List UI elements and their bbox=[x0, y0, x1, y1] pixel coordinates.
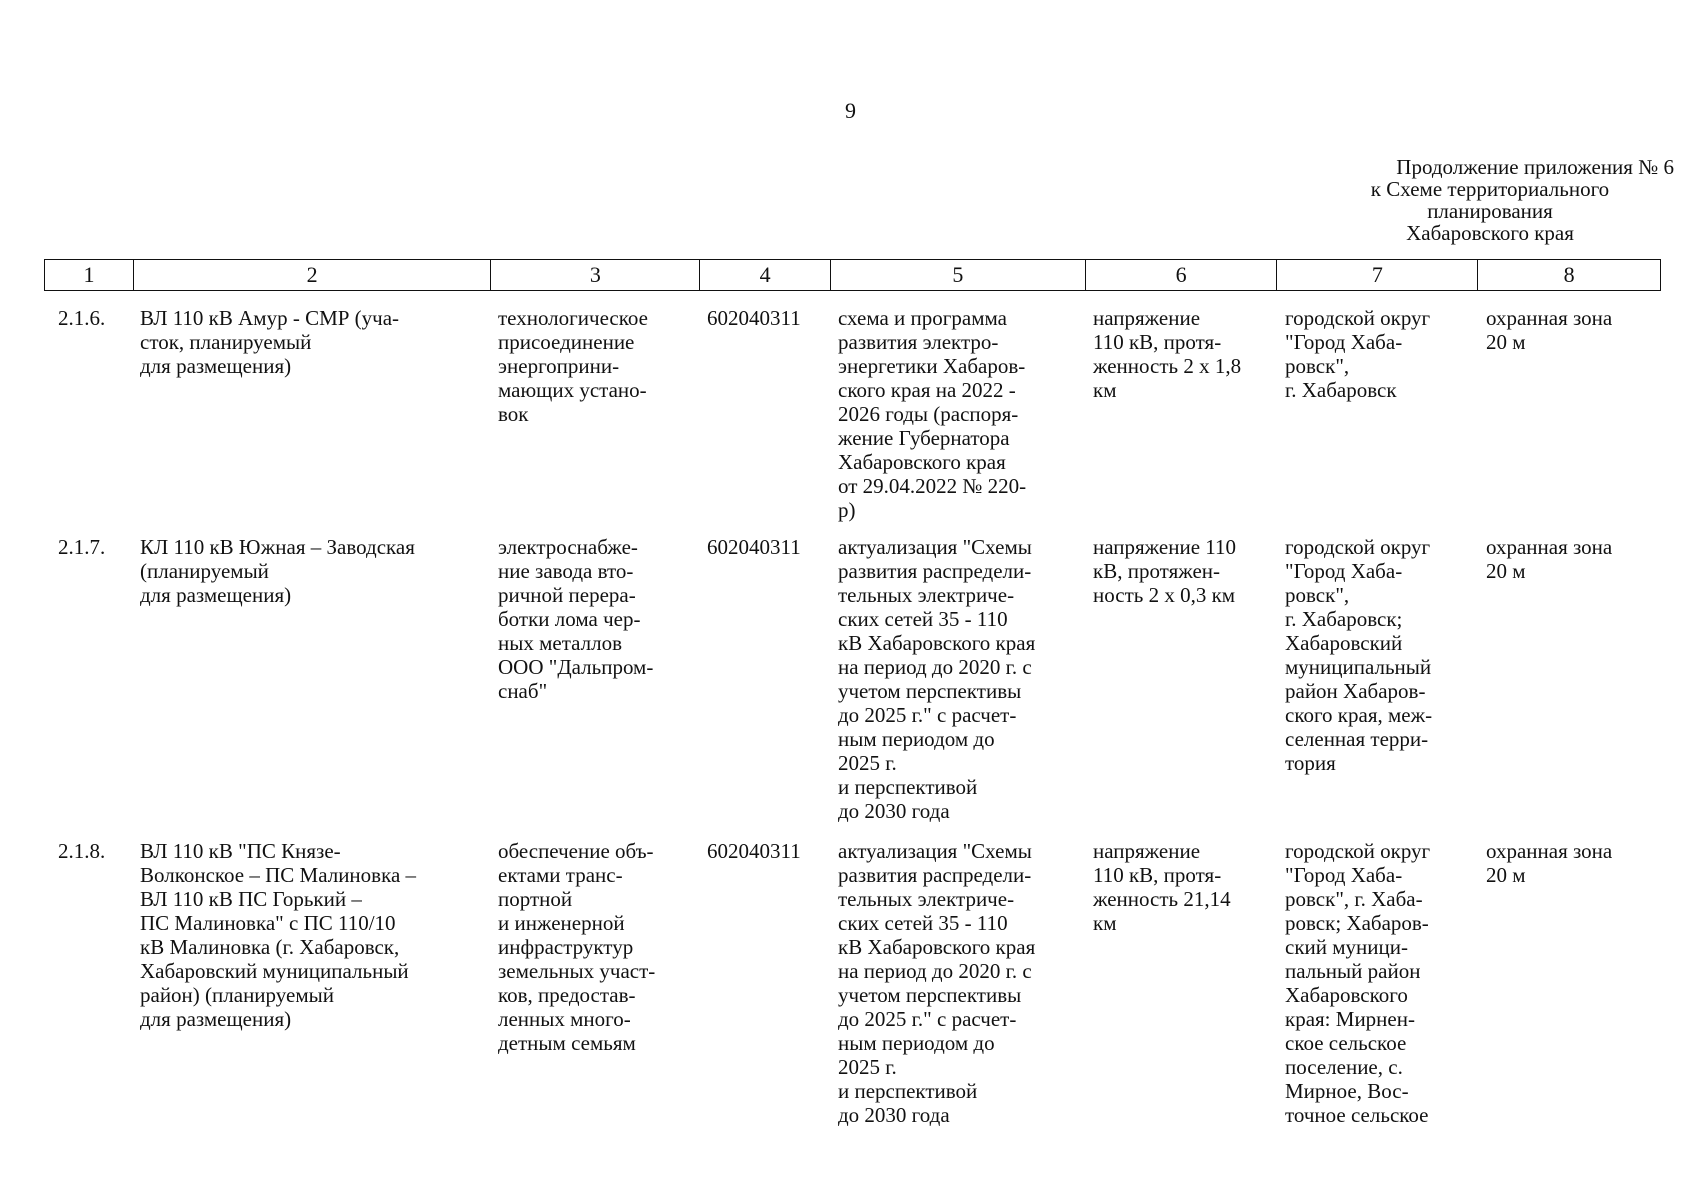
object-parameters: напряжение 110 кВ, протя- женность 21,14 км bbox=[1093, 839, 1231, 935]
table-row bbox=[44, 839, 1661, 1127]
object-code: 602040311 bbox=[707, 839, 801, 863]
column-header-1: 1 bbox=[45, 260, 134, 290]
basis-document: схема и программа развития электро- энергетики Хабаров- ского края на 2022 - 2026 годы (распоря- жение Губернатора Хабаровского края от 29.04.2022 № 220- р) bbox=[838, 306, 1027, 522]
appendix-caption-line-4: Хабаровского края bbox=[1406, 221, 1574, 245]
row-number: 2.1.7. bbox=[58, 535, 106, 559]
basis-document: актуализация "Схемы развития распредели- тельных электриче- ских сетей 35 - 110 кВ Хабаровского края на период до 2020 г. с учетом перспективы до 2025 г." с расчет- ным периодом до 2025 г. и перспективой до 2030 года bbox=[838, 535, 1036, 823]
table-row bbox=[44, 535, 1661, 823]
object-purpose: электроснабже- ние завода вто- ричной перера- ботки лома чер- ных металлов ООО "Дальпром- снаб" bbox=[498, 535, 654, 703]
object-parameters: напряжение 110 кВ, протяжен- ность 2 х 0,3 км bbox=[1093, 535, 1237, 607]
object-code: 602040311 bbox=[707, 535, 801, 559]
column-header-3: 3 bbox=[491, 260, 700, 290]
zone-characteristics: охранная зона 20 м bbox=[1486, 839, 1613, 887]
column-header-6: 6 bbox=[1086, 260, 1278, 290]
column-header-8: 8 bbox=[1563, 262, 1575, 287]
object-name: ВЛ 110 кВ Амур - СМР (уча- сток, планируемый для размещения) bbox=[140, 306, 400, 378]
row-number: 2.1.6. bbox=[58, 306, 106, 330]
appendix-caption-line-3: планирования bbox=[1427, 199, 1553, 223]
object-code: 602040311 bbox=[707, 306, 801, 330]
object-location: городской округ "Город Хаба- ровск", г. Хабаровск bbox=[1285, 306, 1431, 402]
zone-characteristics: охранная зона 20 м bbox=[1486, 306, 1613, 354]
object-name: ВЛ 110 кВ "ПС Князе- Волконское – ПС Малиновка – ВЛ 110 кВ ПС Горький – ПС Малиновка" с ПС 110/10 кВ Малиновка (г. Хабаровск, Хабаровский муниципальный район) (планируемый для размещения) bbox=[140, 839, 417, 1031]
object-location: городской округ "Город Хаба- ровск", г. Хабаровск; Хабаровский муниципальный район Хабаров- ского края, меж- селенная терри- тория bbox=[1285, 535, 1433, 775]
object-parameters: напряжение 110 кВ, протя- женность 2 х 1,8 км bbox=[1093, 306, 1242, 402]
object-purpose: технологическое присоединение энергоприни- мающих устано- вок bbox=[498, 306, 648, 426]
row-number: 2.1.8. bbox=[58, 839, 106, 863]
basis-document: актуализация "Схемы развития распредели- тельных электриче- ских сетей 35 - 110 кВ Хабаровского края на период до 2020 г. с учетом перспективы до 2025 г." с расчет- ным периодом до 2025 г. и перспективой до 2030 года bbox=[838, 839, 1036, 1127]
column-header-2: 2 bbox=[134, 260, 492, 290]
appendix-caption-line-2: к Схеме территориального bbox=[1370, 177, 1610, 201]
object-location: городской округ "Город Хаба- ровск", г. Хаба- ровск; Хабаров- ский муници- пальный район Хабаровского края: Мирнен- ское сельское поселение, с. Мирное, Вос- точное сельское bbox=[1285, 839, 1431, 1127]
column-header-4: 4 bbox=[700, 260, 831, 290]
table-header bbox=[44, 259, 1661, 291]
appendix-caption bbox=[1310, 155, 1674, 245]
column-header-7: 7 bbox=[1277, 260, 1478, 290]
appendix-caption-line-1: Продолжение приложения № 6 bbox=[1396, 155, 1674, 179]
zone-characteristics: охранная зона 20 м bbox=[1486, 535, 1613, 583]
object-name: КЛ 110 кВ Южная – Заводская (планируемый для размещения) bbox=[140, 535, 415, 607]
object-purpose: обеспечение объ- ектами транс- портной и инженерной инфраструктур земельных участ- ков, предостав- ленных много- детным семьям bbox=[498, 839, 656, 1055]
table-row bbox=[44, 306, 1661, 522]
column-header-5: 5 bbox=[831, 260, 1086, 290]
page-number: 9 bbox=[845, 98, 856, 123]
